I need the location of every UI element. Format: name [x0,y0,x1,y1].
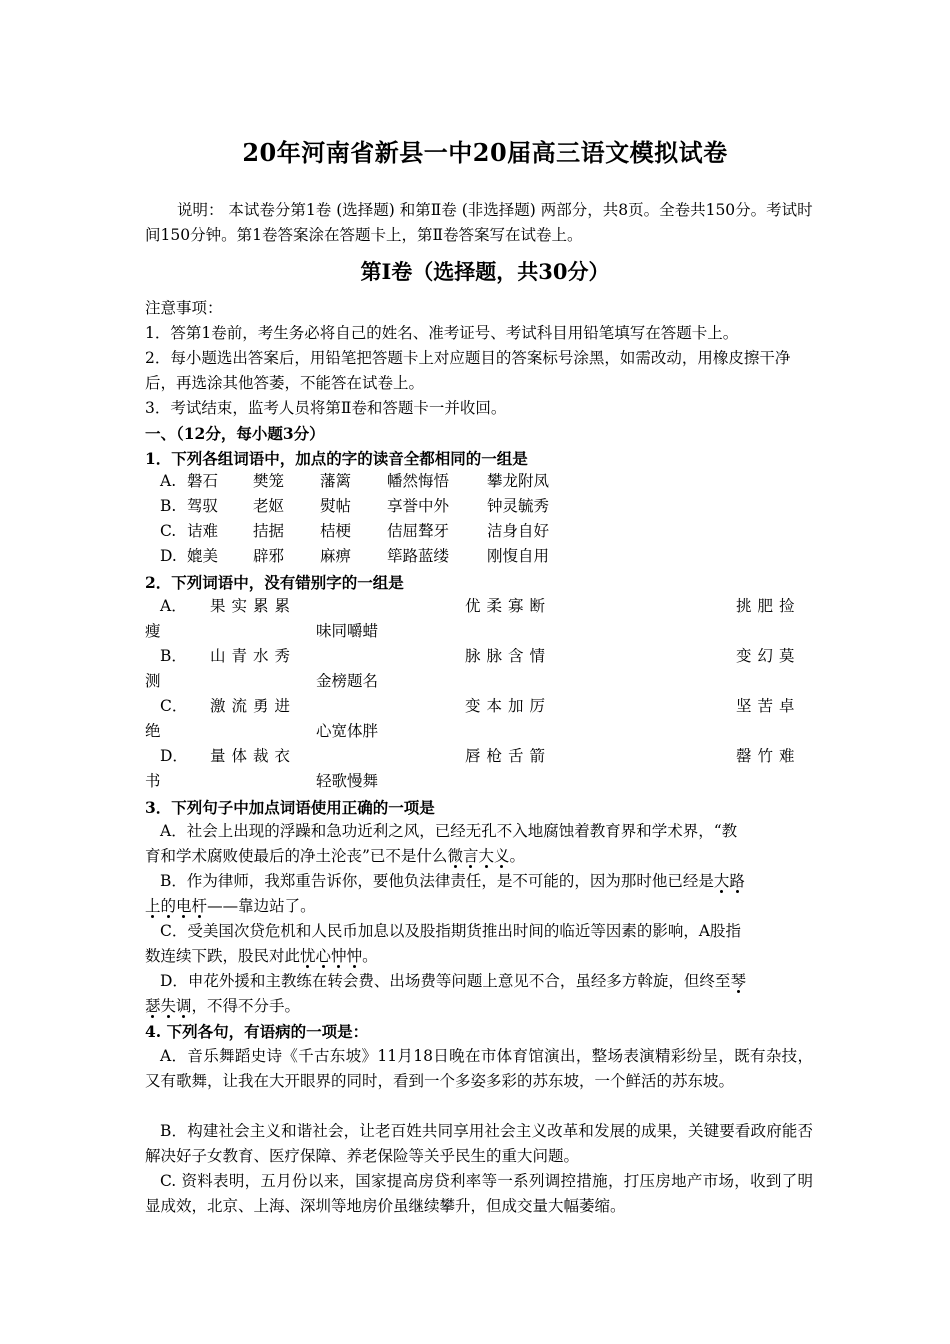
q3-d-dotted-word-2: 瑟失调 [145,997,192,1015]
q1-a-label: A. [160,472,177,490]
q2-a-label: A． [160,597,187,615]
q2-c-word-1: 激流勇进 [210,697,297,715]
q2-c-word-4: 坚苦卓 [736,697,801,715]
q4-option-a: A．音乐舞蹈史诗《千古东坡》11月18日晚在市体育馆演出，整场表演精彩纷呈，既有杂技，又有歌舞，让我在大开眼界的同时，看到一个多姿多彩的苏东坡，一个鲜活的苏东坡。 [145,1047,813,1090]
q2-d-word-1: 量体裁衣 [210,747,297,765]
q3-b-dotted-word-2: 上的电杆 [145,897,208,915]
q2-a-word-2: 味同嚼蜡 [316,622,379,640]
notice-item-2: 2．每小题选出答案后，用铅笔把答题卡上对应题目的答案标号涂黑，如需改动，用橡皮擦干净后，再选涂其他答萎，不能答在试卷上。 [145,349,791,392]
q3-b-text: B．作为律师，我郑重告诉你，要他负法律责任，是不可能的，因为那时他已经是 [160,872,714,890]
q2-stem: 2．下列词语中，没有错别字的一组是 [145,573,404,592]
q1-b-word-4: 享誉中外 [387,497,450,515]
q1-c-label: C. [160,522,177,540]
q2-a-word-4-end: 瘦 [145,622,161,640]
q2-d-word-4-end: 书 [145,772,161,790]
q3-option-b-line-2 [145,894,316,919]
q1-b-word-5: 钟灵毓秀 [487,497,550,515]
q3-option-c-line-1: C．受美国次贷危机和人民币加息以及股指期货推出时间的临近等因素的影响，A股指 [160,922,742,940]
q3-d-dotted-word-1: 琴 [730,972,746,990]
q3-option-d-line-2 [145,994,300,1019]
q2-c-word-2: 心宽体胖 [316,722,379,740]
q3-b-end: ——靠边站了。 [207,897,316,915]
q2-d-word-3: 唇枪舌箭 [465,747,552,765]
q3-option-d-line-1 [160,969,746,994]
q4-stem: 4. 下列各句，有语病的一项是： [145,1022,369,1041]
q2-b-label: B． [160,647,187,665]
part-one-heading: 一、（12分，每小题3分） [145,424,325,443]
q3-option-a-line-1: A．社会上出现的浮躁和急功近利之风，已经无孔不入地腐蚀着教育界和学术界，“教 [160,822,738,840]
exam-instructions: 说明： 本试卷分第1卷 (选择题) 和第Ⅱ卷 (非选择题) 两部分，共8页。全卷共150分。考试时间150分钟。第1卷答案涂在答题卡上，第Ⅱ卷答案写在试卷上。 [145,201,813,244]
q2-b-word-1: 山青水秀 [210,647,297,665]
q1-d-word-3: 麻痹 [320,547,352,565]
q1-d-label: D. [160,547,177,565]
q1-c-word-3: 桔梗 [320,522,352,540]
q3-a-text: 育和学术腐败使最后的净土沦丧”已不是什么 [145,847,448,865]
q4-option-c: C. 资料表明，五月份以来，国家提高房贷利率等一系列调控措施，打压房地产市场，收到了明显成效，北京、上海、深圳等地房价虽继续攀升，但成交量大幅萎缩。 [145,1172,813,1215]
q1-d-word-5: 刚愎自用 [487,547,550,565]
q3-d-end: ，不得不分手。 [191,997,301,1015]
q1-a-word-4: 幡然悔悟 [387,472,450,490]
q1-c-word-2: 拮据 [253,522,285,540]
q1-d-word-4: 筚路蓝缕 [387,547,450,565]
q3-stem: 3．下列句子中加点词语使用正确的一项是 [145,798,435,817]
q2-d-word-4: 罄竹难 [736,747,801,765]
q1-a-word-2: 樊笼 [253,472,285,490]
q3-c-dotted-word: 忧心忡忡 [300,947,363,965]
q2-a-word-3: 优柔寡断 [465,597,552,615]
q3-option-b-line-1 [160,869,745,894]
q3-b-dotted-word-1: 大路 [713,872,745,890]
q2-d-word-2: 轻歌慢舞 [316,772,379,790]
q1-c-word-1: 诘难 [187,522,219,540]
q3-a-dotted-word: 微言大义 [447,847,510,865]
q2-c-word-4-end: 绝 [145,722,161,740]
q2-a-word-1: 果实累累 [210,597,297,615]
q2-c-label: C． [160,697,188,715]
q1-c-word-4: 佶屈聱牙 [387,522,450,540]
q3-c-end: 。 [362,947,378,965]
q1-d-word-1: 媲美 [187,547,219,565]
q2-b-word-2: 金榜题名 [316,672,379,690]
q3-d-text: D．申花外援和主教练在转会费、出场费等问题上意见不合，虽经多方斡旋，但终至 [160,972,731,990]
exam-title: 20年河南省新县一中20届高三语文模拟试卷 [242,138,728,167]
notice-item-3: 3．考试结束，监考人员将第Ⅱ卷和答题卡一并收回。 [145,399,507,417]
q3-c-text: 数连续下跌，股民对此 [145,947,301,965]
q1-d-word-2: 辟邪 [253,547,285,565]
q2-b-word-4-end: 测 [145,672,161,690]
q1-a-word-5: 攀龙附凤 [487,472,550,490]
q1-b-word-2: 老妪 [253,497,285,515]
q4-option-b: B．构建社会主义和谐社会，让老百姓共同享用社会主义改革和发展的成果，关键要看政府能否解决好子女教育、医疗保障、养老保险等关乎民生的重大问题。 [145,1122,813,1165]
q2-c-word-3: 变本加厉 [465,697,552,715]
q1-b-label: B. [160,497,177,515]
q1-b-word-3: 熨帖 [320,497,352,515]
q2-b-word-4: 变幻莫 [736,647,801,665]
q3-option-c-line-2 [145,944,378,969]
q2-d-label: D． [160,747,188,765]
notice-item-1: 1．答第1卷前，考生务必将自己的姓名、准考证号、考试科目用铅笔填写在答题卡上。 [145,324,739,342]
q2-b-word-3: 脉脉含情 [465,647,552,665]
notice-heading: 注意事项： [145,299,223,317]
q1-c-word-5: 洁身自好 [487,522,550,540]
section-title: 第Ⅰ卷（选择题，共30分） [360,259,610,284]
q2-a-word-4: 挑肥捡 [736,597,801,615]
q3-a-end: 。 [509,847,526,865]
q3-option-a-line-2 [145,844,525,869]
q1-a-word-3: 藩篱 [320,472,352,490]
q1-stem: 1．下列各组词语中，加点的字的读音全都相同的一组是 [145,449,528,468]
q1-b-word-1: 驾驭 [187,497,219,515]
q1-a-word-1: 磐石 [187,472,219,490]
